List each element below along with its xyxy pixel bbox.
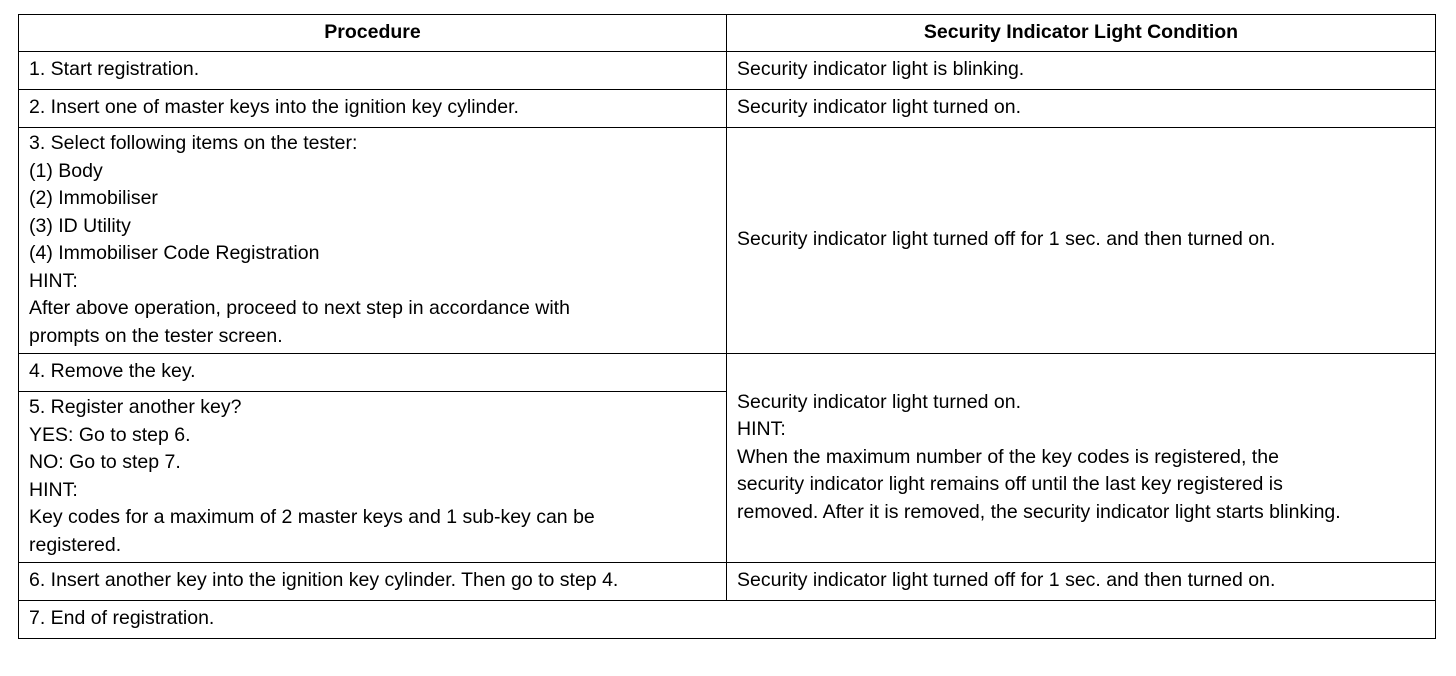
condition-column-header: Security Indicator Light Condition — [727, 15, 1436, 52]
procedure-cell: 1. Start registration. — [19, 52, 727, 90]
registration-procedure-table — [18, 14, 1436, 639]
condition-line: removed. After it is removed, the security indicator light starts blinking. — [737, 500, 1341, 523]
condition-cell: Security indicator light turned off for 1 sec. and then turned on. — [727, 128, 1436, 354]
procedure-cell: 4. Remove the key. — [19, 354, 727, 392]
condition-line: Security indicator light turned on. — [737, 390, 1021, 413]
table-row-step-6 — [19, 563, 1436, 601]
condition-line: security indicator light remains off until the last key registered is — [737, 473, 1283, 496]
procedure-cell — [19, 392, 727, 563]
procedure-line: HINT: — [29, 478, 78, 501]
procedure-line: Key codes for a maximum of 2 master keys and 1 sub-key can be — [29, 506, 595, 528]
procedure-line: registered. — [29, 533, 122, 556]
procedure-line: (4) Immobiliser Code Registration — [29, 242, 320, 264]
procedure-line: 3. Select following items on the tester: — [29, 132, 358, 154]
procedure-cell: 7. End of registration. — [19, 601, 1436, 639]
condition-cell: Security indicator light turned off for 1 sec. and then turned on. — [727, 563, 1436, 601]
table-row-step-4 — [19, 354, 1436, 392]
procedure-line: prompts on the tester screen. — [29, 324, 283, 347]
table-row-step-3 — [19, 128, 1436, 354]
condition-cell — [727, 354, 1436, 563]
procedure-cell: 6. Insert another key into the ignition key cylinder. Then go to step 4. — [19, 563, 727, 601]
procedure-line: HINT: — [29, 269, 78, 292]
condition-line: HINT: — [737, 418, 786, 441]
table-row-step-2 — [19, 90, 1436, 128]
procedure-line: (1) Body — [29, 159, 103, 182]
procedure-line: (3) ID Utility — [29, 214, 131, 237]
procedure-line: YES: Go to step 6. — [29, 423, 191, 446]
procedure-line: NO: Go to step 7. — [29, 451, 181, 473]
table-header-row — [19, 15, 1436, 52]
procedure-line: After above operation, proceed to next step in accordance with — [29, 297, 570, 319]
procedure-cell — [19, 128, 727, 354]
procedure-line: 5. Register another key? — [29, 396, 242, 418]
table-row-step-7 — [19, 601, 1436, 639]
procedure-line: (2) Immobiliser — [29, 187, 158, 209]
procedure-cell: 2. Insert one of master keys into the ignition key cylinder. — [19, 90, 727, 128]
condition-cell: Security indicator light turned on. — [727, 90, 1436, 128]
procedure-column-header: Procedure — [19, 15, 727, 52]
condition-cell: Security indicator light is blinking. — [727, 52, 1436, 90]
condition-line: When the maximum number of the key codes is registered, the — [737, 445, 1279, 468]
table-row-step-1 — [19, 52, 1436, 90]
